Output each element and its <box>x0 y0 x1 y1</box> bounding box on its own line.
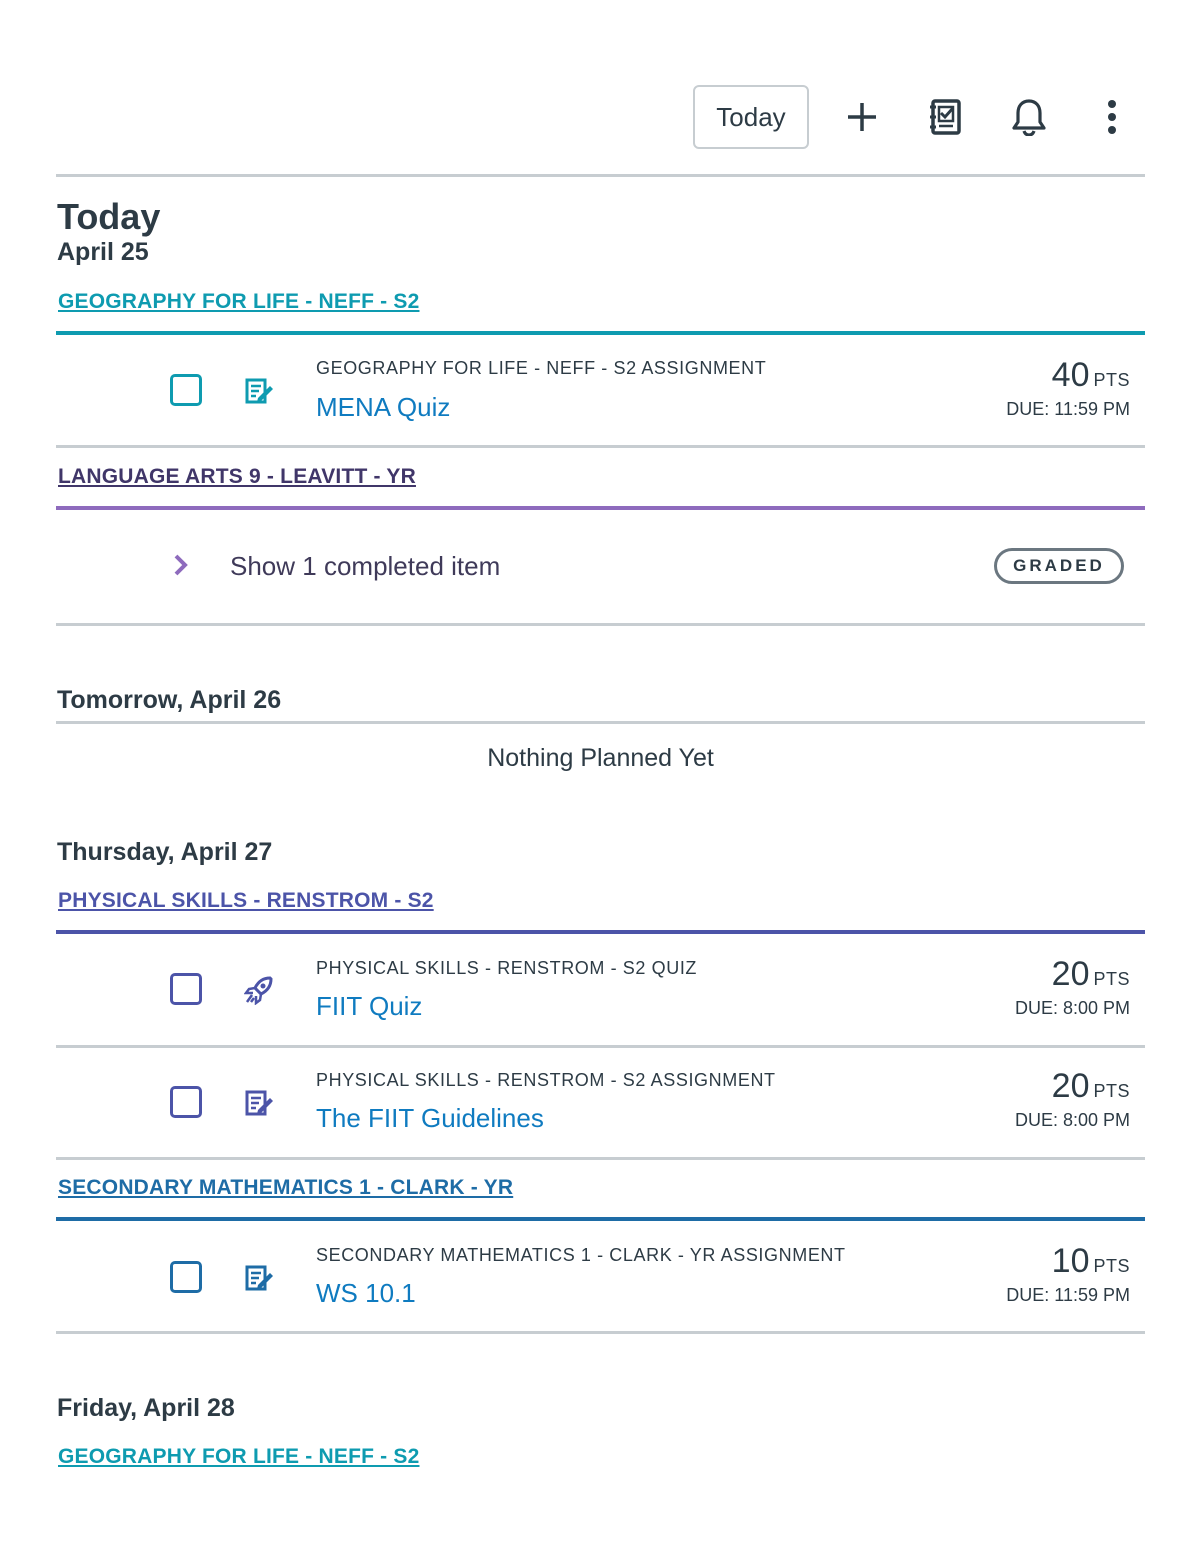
item-type-label: SECONDARY MATHEMATICS 1 - CLARK - YR ASSIGNMENT <box>316 1245 846 1265</box>
item-divider <box>56 445 1145 448</box>
assignment-icon <box>244 1263 276 1295</box>
assignment-icon <box>244 376 276 408</box>
course-link-physical-skills[interactable]: PHYSICAL SKILLS - RENSTROM - S2 <box>58 889 434 912</box>
more-options-icon[interactable] <box>1089 94 1135 140</box>
course-link-language-arts[interactable]: LANGUAGE ARTS 9 - LEAVITT - YR <box>58 465 416 488</box>
item-due: DUE: 8:00 PM <box>1014 1110 1130 1130</box>
item-title-link[interactable]: MENA Quiz <box>316 392 451 422</box>
nothing-planned-label: Nothing Planned Yet <box>487 744 714 772</box>
item-divider <box>56 1331 1145 1334</box>
day-divider <box>56 721 1145 724</box>
day-title: Friday, April 28 <box>57 1394 235 1422</box>
item-points: 10 PTS <box>1051 1242 1130 1280</box>
graded-badge: GRADED <box>994 548 1124 584</box>
day-title: Tomorrow, April 26 <box>57 686 282 714</box>
chevron-right-icon <box>172 553 190 580</box>
item-divider <box>56 1045 1145 1048</box>
item-due: DUE: 11:59 PM <box>1006 1285 1130 1305</box>
today-button[interactable]: Today <box>693 85 809 149</box>
course-divider <box>56 1217 1145 1221</box>
day-title: Thursday, April 27 <box>57 838 273 866</box>
item-due: DUE: 8:00 PM <box>1014 998 1130 1018</box>
item-divider <box>56 1157 1145 1160</box>
complete-checkbox[interactable] <box>170 1261 202 1293</box>
day-title: Today <box>57 196 161 237</box>
todo-list-icon[interactable] <box>922 94 968 140</box>
item-type-label: PHYSICAL SKILLS - RENSTROM - S2 ASSIGNMENT <box>316 1070 776 1090</box>
item-due: DUE: 11:59 PM <box>1006 399 1130 419</box>
item-type-label: GEOGRAPHY FOR LIFE - NEFF - S2 ASSIGNMENT <box>316 358 767 378</box>
complete-checkbox[interactable] <box>170 1086 202 1118</box>
course-link-geography[interactable]: GEOGRAPHY FOR LIFE - NEFF - S2 <box>58 290 420 313</box>
item-points: 40 PTS <box>1051 356 1130 394</box>
course-link-geography[interactable]: GEOGRAPHY FOR LIFE - NEFF - S2 <box>58 1445 420 1468</box>
completed-items-label: Show 1 completed item <box>230 550 501 581</box>
course-link-math[interactable]: SECONDARY MATHEMATICS 1 - CLARK - YR <box>58 1176 514 1199</box>
item-title-link[interactable]: FIIT Quiz <box>316 991 423 1021</box>
course-divider <box>56 506 1145 510</box>
planner-toolbar <box>56 0 1145 177</box>
item-points: 20 PTS <box>1051 1067 1130 1105</box>
item-title-link[interactable]: WS 10.1 <box>316 1278 416 1308</box>
complete-checkbox[interactable] <box>170 973 202 1005</box>
item-title-link[interactable]: The FIIT Guidelines <box>316 1103 544 1133</box>
bell-icon[interactable] <box>1006 94 1052 140</box>
day-date: April 25 <box>57 238 149 266</box>
course-divider <box>56 930 1145 934</box>
complete-checkbox[interactable] <box>170 374 202 406</box>
course-divider <box>56 331 1145 335</box>
item-divider <box>56 623 1145 626</box>
plus-icon[interactable] <box>839 94 885 140</box>
item-type-label: PHYSICAL SKILLS - RENSTROM - S2 QUIZ <box>316 958 698 978</box>
show-completed-toggle[interactable] <box>172 546 500 586</box>
quiz-rocket-icon <box>244 975 276 1007</box>
item-points: 20 PTS <box>1051 955 1130 993</box>
assignment-icon <box>244 1088 276 1120</box>
